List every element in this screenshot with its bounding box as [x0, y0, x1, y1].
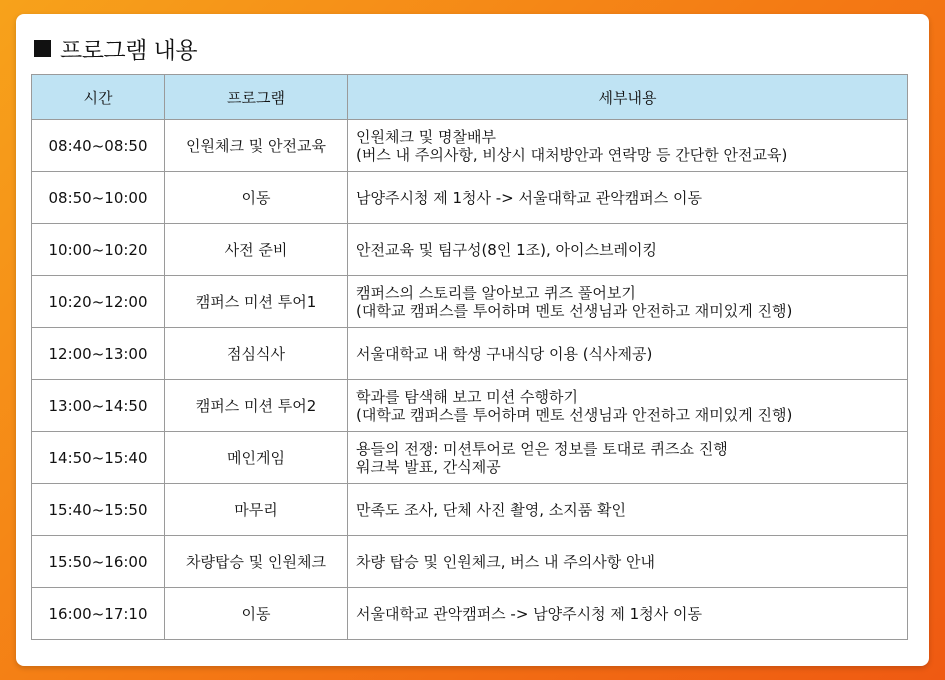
detail-line: 차량 탑승 및 인원체크, 버스 내 주의사항 안내	[356, 552, 655, 571]
table-row	[32, 276, 908, 328]
detail-line: 남양주시청 제 1청사 -> 서울대학교 관악캠퍼스 이동	[356, 188, 702, 207]
detail-cell	[348, 484, 908, 536]
time-cell: 15:50~16:00	[32, 536, 165, 588]
table-row	[32, 328, 908, 380]
table-row	[32, 380, 908, 432]
time-cell: 08:40~08:50	[32, 120, 165, 172]
program-cell: 사전 준비	[165, 224, 348, 276]
table-body	[32, 120, 908, 640]
program-cell: 이동	[165, 172, 348, 224]
detail-line: (버스 내 주의사항, 비상시 대처방안과 연락망 등 간단한 안전교육)	[356, 145, 788, 164]
time-cell: 15:40~15:50	[32, 484, 165, 536]
detail-line: 학과를 탐색해 보고 미션 수행하기	[356, 387, 578, 406]
detail-line: (대학교 캠퍼스를 투어하며 멘토 선생님과 안전하고 재미있게 진행)	[356, 301, 793, 320]
detail-line: 안전교육 및 팀구성(8인 1조), 아이스브레이킹	[356, 240, 657, 259]
program-cell: 메인게임	[165, 432, 348, 484]
program-cell: 캠퍼스 미션 투어2	[165, 380, 348, 432]
detail-cell	[348, 172, 908, 224]
detail-cell	[348, 536, 908, 588]
column-header-time: 시간	[32, 75, 165, 120]
detail-line: 만족도 조사, 단체 사진 촬영, 소지품 확인	[356, 500, 626, 519]
column-header-program: 프로그램	[165, 75, 348, 120]
program-cell: 캠퍼스 미션 투어1	[165, 276, 348, 328]
detail-cell	[348, 432, 908, 484]
detail-line: 용들의 전쟁: 미션투어로 얻은 정보를 토대로 퀴즈쇼 진행	[356, 439, 728, 458]
detail-line: 워크북 발표, 간식제공	[356, 457, 501, 476]
table-row	[32, 224, 908, 276]
time-cell: 08:50~10:00	[32, 172, 165, 224]
time-cell: 10:20~12:00	[32, 276, 165, 328]
detail-line: 캠퍼스의 스토리를 알아보고 퀴즈 풀어보기	[356, 283, 636, 302]
time-cell: 14:50~15:40	[32, 432, 165, 484]
detail-line: (대학교 캠퍼스를 투어하며 멘토 선생님과 안전하고 재미있게 진행)	[356, 405, 793, 424]
program-schedule-table	[31, 74, 908, 640]
table-header-row	[32, 75, 908, 120]
detail-cell	[348, 120, 908, 172]
section-heading	[34, 32, 197, 65]
program-cell: 점심식사	[165, 328, 348, 380]
table-row	[32, 432, 908, 484]
detail-cell	[348, 224, 908, 276]
program-cell: 마무리	[165, 484, 348, 536]
column-header-detail: 세부내용	[348, 75, 908, 120]
detail-line: 서울대학교 관악캠퍼스 -> 남양주시청 제 1청사 이동	[356, 604, 702, 623]
time-cell: 10:00~10:20	[32, 224, 165, 276]
detail-line: 서울대학교 내 학생 구내식당 이용 (식사제공)	[356, 344, 653, 363]
detail-cell	[348, 380, 908, 432]
time-cell: 16:00~17:10	[32, 588, 165, 640]
content-card	[16, 14, 929, 666]
detail-cell	[348, 276, 908, 328]
table-row	[32, 484, 908, 536]
detail-line: 인원체크 및 명찰배부	[356, 127, 496, 146]
detail-cell	[348, 328, 908, 380]
detail-cell	[348, 588, 908, 640]
program-cell: 이동	[165, 588, 348, 640]
time-cell: 13:00~14:50	[32, 380, 165, 432]
program-cell: 차량탑승 및 인원체크	[165, 536, 348, 588]
section-heading-text: 프로그램 내용	[60, 38, 198, 64]
program-cell: 인원체크 및 안전교육	[165, 120, 348, 172]
square-bullet-icon	[34, 40, 51, 57]
table-row	[32, 172, 908, 224]
table-row	[32, 588, 908, 640]
table-row	[32, 120, 908, 172]
table-row	[32, 536, 908, 588]
time-cell: 12:00~13:00	[32, 328, 165, 380]
